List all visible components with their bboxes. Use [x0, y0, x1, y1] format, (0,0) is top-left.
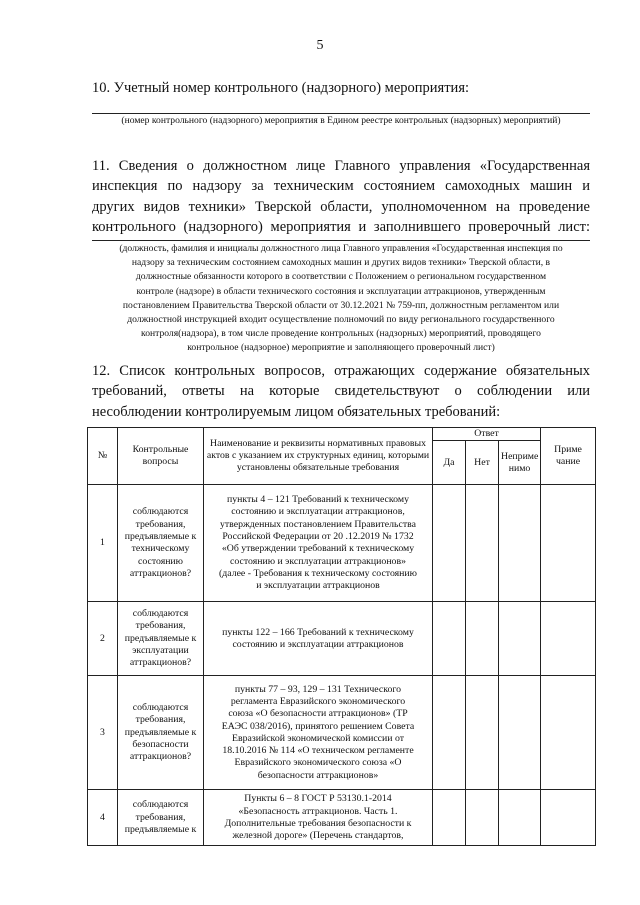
caption-line: (должность, фамилия и инициалы должностного лица Главного управления «Государственная инспекция по — [119, 243, 563, 254]
page-number: 5 — [316, 38, 324, 53]
answer-no-cell[interactable] — [466, 790, 499, 846]
answer-yes-cell[interactable] — [433, 485, 466, 602]
note-cell[interactable] — [541, 602, 596, 676]
caption-line: контрольное (надзорное) мероприятие и заполняющего проверочный лист) — [187, 342, 495, 354]
header-requisites: Наименование и реквизиты нормативных правовых актов с указанием их структурных единиц, которыми установлены обязательные требования — [204, 428, 433, 485]
section-10-title: 10. Учетный номер контрольного (надзорного) мероприятия: — [92, 80, 470, 96]
header-number: № — [88, 428, 118, 485]
row-requisites: пункты 77 – 93, 129 – 131 Технического регламента Евразийского экономического союза «О безопасности аттракционов» (ТР ЕАЭС 038/2016), принятого решением Совета Евразийской экономической комиссии от 18.10.2016 № 114 «О техническом регламенте Евразийского экономического союза «О безопасности аттракционов» — [204, 676, 433, 790]
row-requisites: пункты 4 – 121 Требований к техническому состоянию и эксплуатации аттракционов, утвержденных постановлением Правительства Российской Федерации от 20 .12.2019 № 1732 «Об утверждении требований к техническому состоянию и эксплуатации аттракционов» (далее - Требования к техническому состоянию и эксплуатации аттракционов — [204, 485, 433, 602]
row-requisites: Пункты 6 – 8 ГОСТ Р 53130.1-2014 «Безопасность аттракционов. Часть 1. Дополнительные требования безопасности к железной дороге» (Перечень стандартов, — [204, 790, 433, 846]
answer-na-cell[interactable] — [499, 790, 541, 846]
note-cell[interactable] — [541, 485, 596, 602]
section-11-line: контрольного (надзорного) мероприятия и заполнившего проверочный лист: — [92, 219, 590, 236]
section-11-text — [92, 156, 590, 238]
table-row — [88, 485, 596, 602]
header-no: Нет — [466, 441, 499, 485]
header-not-applicable: Неприме нимо — [499, 441, 541, 485]
row-number: 3 — [88, 676, 118, 790]
note-cell[interactable] — [541, 790, 596, 846]
caption-line: постановлением Правительства Тверской области от 30.12.2021 № 759-пп, должностным регламентом или — [122, 299, 560, 311]
header-questions: Контрольные вопросы — [118, 428, 204, 485]
answer-yes-cell[interactable] — [433, 602, 466, 676]
row-number: 4 — [88, 790, 118, 846]
caption-line: надзору за техническим состоянием самоходных машин и других видов техники» Тверской области, в — [131, 257, 551, 269]
row-number: 1 — [88, 485, 118, 602]
row-question: соблюдаются требования, предъявляемые к безопасности аттракционов? — [118, 676, 204, 790]
section-10-caption: (номер контрольного (надзорного) мероприятия в Едином реестре контрольных (надзорных) мероприятий) — [121, 115, 561, 126]
answer-yes-cell[interactable] — [433, 790, 466, 846]
caption-line: контроля(надзора), в том числе проведение контрольных (надзорных) мероприятий, проводящего — [141, 328, 541, 340]
row-question: соблюдаются требования, предъявляемые к — [118, 790, 204, 846]
table-row — [88, 676, 596, 790]
row-number: 2 — [88, 602, 118, 676]
answer-no-cell[interactable] — [466, 485, 499, 602]
caption-line: должностные обязанности которого в соответствии с Положением о региональном государственном — [135, 271, 547, 283]
section-12-line: 12. Список контрольных вопросов, отражающих содержание обязательных — [92, 363, 590, 379]
fill-line-official — [92, 240, 590, 241]
section-11-caption — [92, 242, 590, 356]
section-11-line: инспекция по надзору за техническим состоянием самоходных машин и — [92, 178, 590, 195]
row-question: соблюдаются требования, предъявляемые к эксплуатации аттракционов? — [118, 602, 204, 676]
header-answer: Ответ — [433, 428, 541, 441]
table-row — [88, 790, 596, 846]
caption-line: должностной инструкцией входит осуществление полномочий по виду регионального государственного — [127, 314, 555, 326]
row-question: соблюдаются требования, предъявляемые к техническому состоянию аттракционов? — [118, 485, 204, 602]
answer-no-cell[interactable] — [466, 676, 499, 790]
header-yes: Да — [433, 441, 466, 485]
row-requisites: пункты 122 – 166 Требований к техническому состоянию и эксплуатации аттракционов — [204, 602, 433, 676]
section-11-line: 11. Сведения о должностном лице Главного управления «Государственная — [92, 158, 590, 174]
answer-na-cell[interactable] — [499, 485, 541, 602]
answer-na-cell[interactable] — [499, 602, 541, 676]
header-note: Приме чание — [541, 428, 596, 485]
caption-line: контроле (надзоре) в области технического состояния и эксплуатации аттракционов, утвержденным — [136, 285, 546, 297]
section-12-text — [92, 361, 590, 422]
section-11-line: других видов техники» Тверской области, уполномоченном на проведение — [92, 198, 590, 215]
section-12-line: несоблюдении контролируемым лицом обязательных требований: — [92, 403, 501, 420]
section-12-line: требований, ответы на которые свидетельствуют о соблюдении или — [92, 383, 590, 400]
answer-yes-cell[interactable] — [433, 676, 466, 790]
answer-no-cell[interactable] — [466, 602, 499, 676]
checklist-table — [87, 427, 596, 846]
answer-na-cell[interactable] — [499, 676, 541, 790]
table-row — [88, 602, 596, 676]
note-cell[interactable] — [541, 676, 596, 790]
